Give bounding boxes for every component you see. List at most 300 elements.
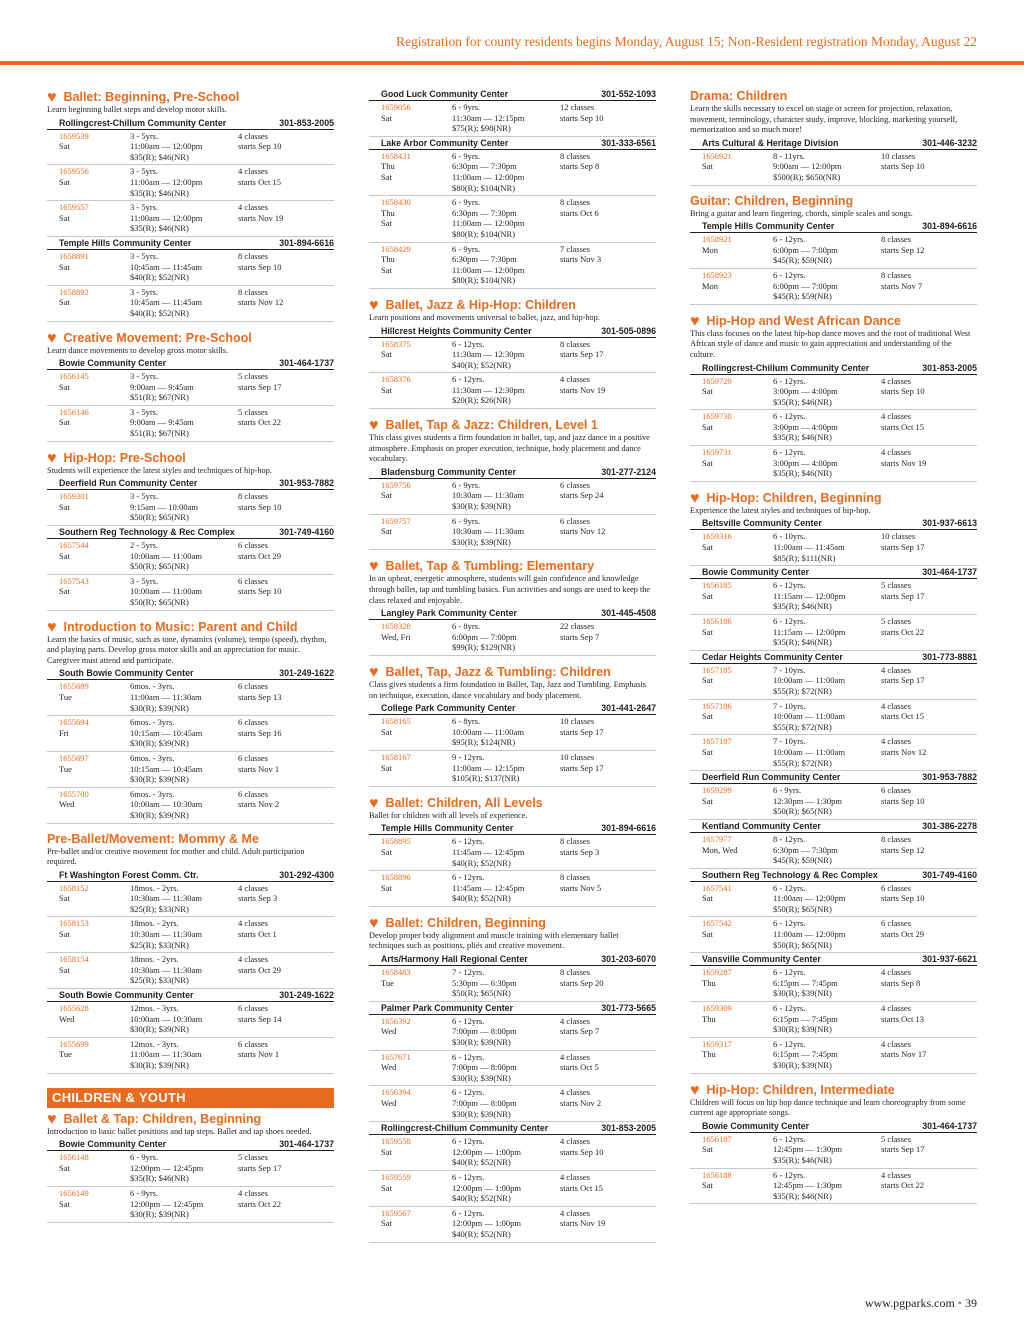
session-id-days [59,954,130,986]
session-age: 6 - 12yrs. [773,375,806,386]
course-code[interactable]: 1657541 [702,882,732,893]
course-description: Children will focus on hip hop dance technique and learn choreography from some current age appropriate songs. [690,1097,966,1118]
footer-url[interactable]: www.pgparks.com [864,1296,955,1310]
course-code[interactable]: 1659558 [381,1136,411,1147]
session-age: 6 - 12yrs. [773,269,806,280]
course-code[interactable]: 1656145 [59,371,89,382]
session-start: starts Oct 15 [881,421,924,432]
course-code[interactable]: 1659316 [702,531,732,542]
session-row [369,715,656,751]
session-start: starts Oct 1 [238,929,277,940]
venue-name: Cedar Heights Community Center [702,651,843,662]
session-start: starts Sep 14 [238,1013,282,1024]
session-day: Tue [59,763,72,774]
session-schedule [881,701,977,733]
course-code[interactable]: 1655694 [59,717,89,728]
session-time: 10:30am — 11:30am [452,490,524,501]
session-age: 6 - 12yrs. [773,1003,806,1014]
venue-name: College Park Community Center [381,703,516,714]
session-time: 10:30am — 11:30am [130,929,202,940]
session-row [690,784,977,820]
session-classes: 8 classes [238,286,268,297]
course-listing [690,312,977,482]
session-age: 6 - 10yrs. [773,531,806,542]
session-age: 6 - 12yrs. [773,882,806,893]
course-code[interactable]: 1659309 [702,1003,732,1014]
venue-phone: 301-853-2005 [279,117,334,128]
course-listing [369,663,656,787]
session-day: Sat [381,384,392,395]
session-day: Tue [59,1049,72,1060]
session-classes: 8 classes [238,491,268,502]
session-classes: 4 classes [560,1087,590,1098]
session-day: Mon [702,280,719,291]
venue-phone: 301-953-7882 [922,772,977,783]
session-age: 6 - 12yrs. [773,411,806,422]
session-row [690,530,977,566]
course-code[interactable]: 1658152 [59,882,89,893]
session-classes: 4 classes [881,375,911,386]
session-schedule [560,480,656,512]
venue-phone: 301-249-1622 [279,668,334,679]
session-fee: $50(R); $65(NR) [773,806,832,817]
venue-header [369,1122,656,1135]
venue-block [690,869,977,954]
session-age: 6 - 9yrs. [452,515,481,526]
venue-name: Bowie Community Center [59,1139,167,1150]
course-code[interactable]: 1659756 [381,479,411,490]
venue-name: Arts/Harmony Hall Regional Center [381,954,528,965]
venue-name: South Bowie Community Center [59,668,194,679]
course-code[interactable]: 1657543 [59,575,89,586]
session-details [773,616,881,648]
session-schedule [238,954,334,986]
session-id-days [59,753,130,785]
session-time: 11:30am — 12:15pm [452,112,525,123]
course-code[interactable]: 1655699 [59,1038,89,1049]
session-id-days [381,836,452,868]
venue-phone: 301-464-1737 [279,358,334,369]
session-id-days [381,516,452,548]
session-row [369,1207,656,1243]
session-id-days [381,480,452,512]
session-fee: $40(R); $52(NR) [130,272,189,283]
session-id-days [702,531,773,563]
session-details [773,785,881,817]
session-fee: $35(R); $46(NR) [773,1154,832,1165]
session-row [47,1038,334,1074]
session-age: 3 - 5yrs. [130,166,159,177]
session-day: Sat [702,893,713,904]
session-details [130,954,238,986]
venue-phone: 301-464-1737 [922,1120,977,1131]
session-details [773,151,881,183]
session-classes: 4 classes [238,954,268,965]
course-description: Develop proper body alignment and muscle training with elementary ballet techniques such as positions, pliés and creative movement. [369,930,619,951]
session-id-days [702,270,773,302]
session-time: 11:00am — 12:00pm [130,176,203,187]
session-fee: $30(R); $39(NR) [773,1060,832,1070]
session-time: 11:00am — 12:00pm [130,141,203,152]
session-schedule [560,872,656,904]
session-details [452,197,560,239]
venue-header [47,477,334,490]
course-code[interactable]: 1659287 [702,967,732,978]
session-start: starts Sep 3 [560,846,600,857]
session-time: 10:45am — 11:45am [130,261,202,272]
session-fee: $35(R); $46(NR) [773,396,832,407]
session-age: 6 - 12yrs. [452,872,485,883]
session-start: starts Sep 10 [881,795,925,806]
course-code[interactable]: 1659301 [59,491,89,502]
venue-header [690,771,977,784]
session-row [690,615,977,651]
session-row [690,1133,977,1169]
course-code[interactable]: 1658431 [381,150,411,161]
venue-block [369,466,656,551]
session-id-days [381,716,452,748]
session-schedule [560,716,656,748]
session-schedule [560,339,656,371]
session-time: 6:00pm — 7:00pm [452,631,517,642]
course-code[interactable]: 1659556 [59,166,89,177]
session-classes: 4 classes [881,736,911,747]
session-id-days [702,1039,773,1071]
session-day: Sat [381,218,392,229]
course-code[interactable]: 1659731 [702,447,732,458]
session-day: Mon [702,244,719,255]
session-row [690,233,977,269]
session-schedule [238,1188,334,1220]
session-start: starts Sep 10 [881,386,925,397]
session-day: Thu [381,161,395,172]
course-code[interactable]: 1657544 [59,540,89,551]
course-code[interactable]: 1656186 [702,616,732,626]
session-age: 6 - 9yrs. [773,785,802,796]
session-schedule [881,151,977,183]
course-code[interactable]: 1658328 [381,621,411,632]
session-start: starts Sep 12 [881,244,925,255]
session-row [47,250,334,286]
venue-block [47,869,334,989]
session-schedule [560,752,656,784]
venue-block [690,771,977,820]
session-classes: 4 classes [238,202,268,213]
session-day: Wed, Fri [381,631,411,642]
venue-phone: 301-773-8881 [922,651,977,662]
session-classes: 4 classes [881,411,911,422]
session-id-days [59,371,130,403]
session-details [452,1016,560,1048]
session-age: 3 - 5yrs. [130,130,159,141]
session-classes: 6 classes [238,788,268,799]
session-details [130,287,238,319]
course-listing [47,1110,334,1223]
course-code[interactable]: 1658167 [381,751,411,762]
venue-block [369,702,656,787]
session-schedule [238,1039,334,1071]
venue-header [690,137,977,150]
course-code[interactable]: 1658429 [381,243,411,254]
session-start: starts Sep 10 [238,501,282,512]
session-row [47,130,334,166]
session-fee: $50(R); $65(NR) [773,939,832,950]
session-age: 3 - 5yrs. [130,406,159,417]
session-schedule [560,516,656,548]
session-time: 7:00pm — 8:00pm [452,1098,517,1108]
course-code[interactable]: 1657977 [702,833,732,844]
session-time: 9:00am — 9:45am [130,381,194,392]
session-schedule [560,1016,656,1048]
course-description: Class gives students a firm foundation in Ballet, Tap, Jazz and Tumbling. Emphasis on technique, execution, dance vocabulary and body placement. [369,679,646,700]
course-listing [690,489,977,1074]
session-fee: $51(R); $67(NR) [130,392,189,403]
session-details [773,270,881,302]
course-code[interactable]: 1658896 [381,872,411,883]
session-classes: 4 classes [560,1207,590,1218]
session-details [452,1136,560,1168]
session-classes: 8 classes [560,197,590,208]
session-day: Mon, Wed [702,844,738,855]
session-day: Sat [381,171,392,182]
session-id-days [702,1170,773,1202]
session-fee: $35(R); $46(NR) [773,637,832,648]
session-details [130,883,238,915]
venue-phone: 301-937-6621 [922,954,977,965]
course-code[interactable]: 1659567 [381,1207,411,1218]
session-time: 11:00am — 11:45am [773,542,845,553]
session-start: starts Sep 13 [238,691,282,702]
session-classes: 4 classes [881,447,911,458]
session-id-days [381,339,452,371]
venue-header [369,137,656,150]
page-header-registration-note: Registration for county residents begins Monday, August 15; Non-Resident registration Monday, August 22 [396,34,977,49]
session-row [47,1151,334,1187]
session-day: Sat [702,161,713,172]
session-schedule [881,1003,977,1035]
session-schedule [881,1039,977,1071]
session-classes: 7 classes [560,243,590,254]
course-code[interactable]: 1656394 [381,1087,411,1098]
session-schedule [881,785,977,817]
course-description: Learn beginning ballet steps and develop motor skills. [47,105,227,114]
course-code[interactable]: 1655689 [59,681,89,692]
session-day: Sat [702,626,713,637]
course-code[interactable]: 1658891 [59,250,89,261]
session-fee: $30(R); $39(NR) [130,809,189,820]
session-time: 9:00am — 12:00pm [773,161,842,172]
course-code[interactable]: 1658921 [702,234,732,245]
venue-phone: 301-749-4160 [922,869,977,880]
session-day: Sat [381,1146,392,1157]
venue-name: Langley Park Community Center [381,608,517,619]
session-fee: $95(R); $124(NR) [452,737,516,748]
session-row [369,196,656,242]
course-description: Pre-ballet and/or creative movement for mother and child. Adult participation required. [47,846,305,867]
course-code[interactable]: 1657187 [702,736,732,747]
venue-name: Southern Reg Technology & Rec Complex [702,869,878,880]
session-classes: 6 classes [560,479,590,490]
session-details [773,1134,881,1166]
course-listing [47,449,334,611]
session-time: 10:00am — 11:00am [130,550,202,561]
course-code[interactable]: 1658892 [59,286,89,297]
session-age: 6 - 12yrs. [452,1015,485,1026]
course-code[interactable]: 1656188 [702,1169,732,1180]
course-code[interactable]: 1658895 [381,836,411,847]
footer-separator: • [957,1296,962,1310]
course-code[interactable]: 1657542 [702,918,732,929]
session-age: 6 - 12yrs. [452,338,485,349]
session-classes: 5 classes [238,406,268,417]
session-start: starts Sep 17 [560,349,604,360]
session-id-days [702,883,773,915]
course-code[interactable]: 1657185 [702,664,732,675]
session-fee: $40(R); $52(NR) [452,857,511,868]
session-time: 5:30pm — 6:30pm [452,977,517,988]
session-classes: 5 classes [238,371,268,382]
course-code[interactable]: 1658153 [59,918,89,929]
venue-header [369,607,656,620]
session-details [452,752,560,784]
session-start: starts Nov 17 [881,1049,927,1060]
session-fee: $20(R); $26(NR) [452,395,511,406]
session-day: Sat [381,349,392,360]
session-row [690,410,977,446]
session-age: 6 - 12yrs. [773,234,806,245]
course-description: Learn the skills necessary to excel on stage or screen for projection, relaxation, movement, terminology, character study, improve, blocking, marketing yourself, memorization and so much more! [690,104,958,135]
venue-name: Temple Hills Community Center [702,221,835,232]
venue-header [690,953,977,966]
venue-phone: 301-894-6616 [279,237,334,248]
course-description: In an upbeat, energetic atmosphere, students will gain confidence and knowledge through ballet, tap and tumbling basics. Fun activities and songs are used to keep the class relaxed and enjoyable. [369,574,651,605]
session-classes: 4 classes [881,967,911,978]
course-code[interactable]: 1658165 [381,716,411,727]
venue-name: Bladensburg Community Center [381,466,516,477]
course-title: ♥ Ballet & Tap: Children, Beginning [47,1110,334,1127]
session-fee: $30(R); $39(NR) [773,1024,832,1035]
session-age: 6mos. - 3yrs. [130,788,175,799]
session-fee: $25(R); $33(NR) [130,939,189,950]
session-classes: 6 classes [238,717,268,728]
course-code[interactable]: 1658483 [381,967,411,978]
course-code[interactable]: 1659557 [59,202,89,213]
session-day: Sat [381,1218,392,1229]
course-code[interactable]: 1656146 [59,406,89,417]
course-code[interactable]: 1658923 [702,269,732,280]
column-1 [47,88,334,1230]
page-footer [865,1296,977,1311]
course-code[interactable]: 1657671 [381,1051,411,1062]
session-row [369,1086,656,1122]
session-details [130,717,238,749]
course-title: ♥ Ballet: Children, Beginning [369,914,656,931]
course-code[interactable]: 1656392 [381,1015,411,1026]
course-code[interactable]: 1659056 [381,102,411,112]
session-classes: 4 classes [238,166,268,177]
course-code[interactable]: 1658430 [381,197,411,208]
venue-name: Palmer Park Community Center [381,1002,513,1013]
course-code[interactable]: 1658376 [381,374,411,385]
session-day: Wed [381,1062,397,1073]
session-id-days [381,872,452,904]
session-time: 11:30am — 12:30pm [452,349,525,360]
course-code[interactable]: 1658375 [381,338,411,349]
course-code[interactable]: 1659730 [702,411,732,422]
venue-name: Rollingcrest-Chillum Community Center [702,362,870,373]
session-row [369,515,656,551]
session-schedule [238,717,334,749]
venue-name: Kentland Community Center [702,820,821,831]
session-id-days [59,789,130,821]
venue-block [47,477,334,526]
course-code[interactable]: 1659729 [702,375,732,386]
course-code[interactable]: 1656148 [59,1152,89,1163]
session-start: starts Oct 6 [560,207,599,218]
venue-name: Beltsville Community Center [702,518,822,529]
course-code[interactable]: 1659539 [59,130,89,141]
session-start: starts Nov 2 [238,799,280,810]
session-time: 7:00pm — 8:00pm [452,1062,517,1073]
session-classes: 4 classes [881,664,911,675]
session-id-days [59,717,130,749]
session-row [690,664,977,700]
course-code[interactable]: 1658154 [59,954,89,965]
course-code[interactable]: 1656921 [702,150,732,161]
course-code[interactable]: 1655697 [59,752,89,763]
session-start: starts Nov 7 [881,280,923,291]
session-start: starts Oct 15 [881,711,924,722]
session-schedule [881,883,977,915]
course-code[interactable]: 1659559 [381,1171,411,1182]
course-code[interactable]: 1657186 [702,700,732,711]
course-code[interactable]: 1659317 [702,1038,732,1049]
session-schedule [238,883,334,915]
page-number: 39 [965,1296,977,1310]
venue-block [369,953,656,1002]
session-id-days [59,202,130,234]
session-start: starts Sep 17 [560,726,604,737]
session-details [130,918,238,950]
session-start: starts Sep 12 [881,844,925,855]
course-code[interactable]: 1656149 [59,1187,89,1198]
course-listing [690,1081,977,1205]
session-id-days [702,234,773,266]
course-code[interactable]: 1656185 [702,580,732,591]
course-code[interactable]: 1655628 [59,1003,89,1014]
session-classes: 4 classes [238,882,268,893]
session-details [130,1188,238,1220]
course-code[interactable]: 1659757 [381,515,411,526]
session-fee: $30(R); $39(NR) [130,774,189,785]
session-start: starts Sep 16 [238,727,282,738]
course-code[interactable]: 1655700 [59,788,89,799]
session-start: starts Nov 19 [560,384,606,395]
session-classes: 5 classes [881,616,911,626]
course-code[interactable]: 1659299 [702,785,732,796]
session-id-days [702,665,773,697]
session-time: 10:00am — 11:00am [773,746,845,757]
session-start: starts Sep 17 [238,1162,282,1173]
course-code[interactable]: 1656187 [702,1133,732,1144]
session-classes: 4 classes [238,1187,268,1198]
session-day: Sat [59,586,70,597]
session-fee: $25(R); $33(NR) [130,975,189,986]
session-row [690,735,977,771]
session-schedule [881,967,977,999]
session-details [130,251,238,283]
session-schedule [881,1170,977,1202]
